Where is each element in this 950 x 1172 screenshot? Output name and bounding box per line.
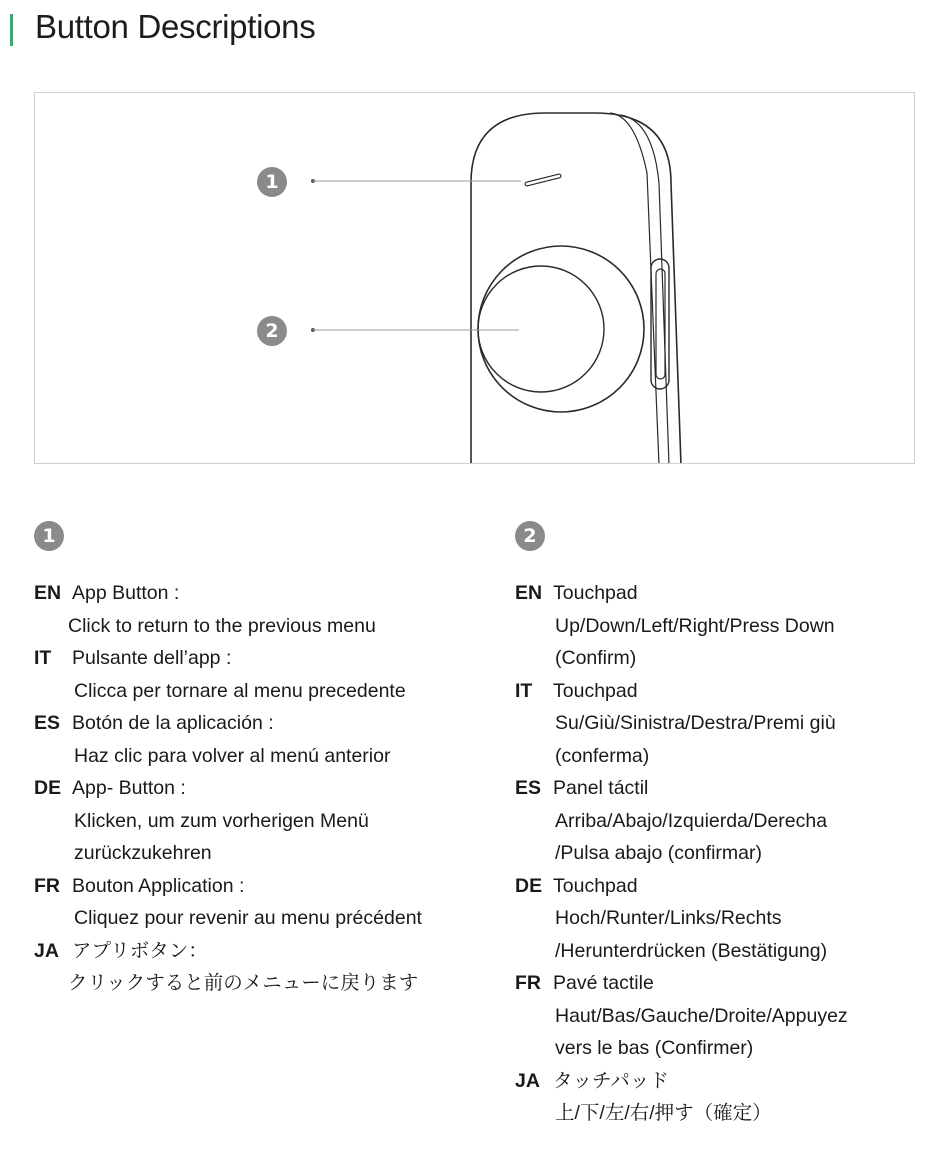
- entry-description: Arriba/Abajo/Izquierda/Derecha: [555, 809, 828, 832]
- entry-description: Click to return to the previous menu: [68, 614, 376, 637]
- entry-description: クリックすると前のメニューに戻ります: [68, 972, 419, 994]
- entry-ja: [34, 935, 484, 1000]
- language-code: EN: [515, 582, 543, 604]
- entry-description: Up/Down/Left/Right/Press Down: [555, 614, 835, 637]
- entry-de: [34, 772, 484, 870]
- remote-drawing: [35, 93, 915, 464]
- entry-it: [515, 675, 935, 773]
- entry-label: Pavé tactile: [553, 972, 654, 994]
- entry-description: (conferma): [555, 744, 650, 767]
- entry-description: vers le bas (Confirmer): [555, 1037, 754, 1059]
- entry-description: 上/下/左/右/押す（確定）: [555, 1102, 772, 1124]
- language-code: JA: [34, 939, 59, 962]
- language-code: DE: [515, 874, 543, 897]
- entry-description: Su/Giù/Sinistra/Destra/Premi giù: [555, 712, 836, 734]
- entry-en: [34, 577, 484, 642]
- entry-label: アプリボタン：: [72, 939, 208, 962]
- entry-description: Haut/Bas/Gauche/Droite/Appuyez: [555, 1004, 848, 1027]
- entry-description: Haz clic para volver al menú anterior: [74, 744, 391, 767]
- entry-ja: [515, 1065, 935, 1130]
- language-code: IT: [515, 679, 533, 702]
- language-code: FR: [34, 874, 60, 897]
- section-2-marker: 2: [515, 521, 545, 551]
- language-code: IT: [34, 647, 52, 669]
- device-illustration: [34, 92, 915, 464]
- entry-de: [515, 870, 935, 968]
- entry-es: [34, 707, 484, 772]
- entry-label: Pulsante dell’app :: [72, 647, 232, 669]
- entry-it: [34, 642, 484, 707]
- entry-label: Touchpad: [553, 679, 638, 702]
- page-title: Button Descriptions: [35, 8, 316, 45]
- entry-description: zurückzukehren: [74, 842, 212, 864]
- language-code: FR: [515, 972, 541, 994]
- entry-label: Bouton Application :: [72, 874, 245, 897]
- callout-2-marker: 2: [257, 316, 287, 346]
- entry-label: タッチパッド: [553, 1069, 669, 1092]
- language-code: ES: [34, 712, 61, 734]
- section-touchpad: [515, 521, 935, 1130]
- entry-label: App Button :: [72, 582, 180, 604]
- language-code: EN: [34, 582, 62, 604]
- section-1-marker: 1: [34, 521, 64, 551]
- callout-1-marker: 1: [257, 167, 287, 197]
- entry-description: Clicca per tornare al menu precedente: [74, 679, 406, 702]
- language-code: JA: [515, 1069, 540, 1092]
- entry-description: Cliquez pour revenir au menu précédent: [74, 907, 422, 929]
- entry-description: Hoch/Runter/Links/Rechts: [555, 907, 782, 929]
- entry-description: Klicken, um zum vorherigen Menü: [74, 809, 369, 832]
- section-app-button: [34, 521, 484, 1000]
- entry-label: Botón de la aplicación :: [72, 712, 274, 734]
- language-code: ES: [515, 777, 542, 799]
- entry-label: Panel táctil: [553, 777, 649, 799]
- entry-es: [515, 772, 935, 870]
- entry-label: Touchpad: [553, 582, 638, 604]
- entry-fr: [34, 870, 484, 935]
- entry-fr: [515, 967, 935, 1065]
- entry-description: (Confirm): [555, 647, 637, 669]
- language-code: DE: [34, 777, 62, 799]
- title-accent-bar: [10, 14, 13, 46]
- entry-en: [515, 577, 935, 675]
- entry-description: /Pulsa abajo (confirmar): [555, 842, 762, 864]
- entry-description: /Herunterdrücken (Bestätigung): [555, 939, 828, 962]
- entry-label: App- Button :: [72, 777, 186, 799]
- entry-label: Touchpad: [553, 874, 638, 897]
